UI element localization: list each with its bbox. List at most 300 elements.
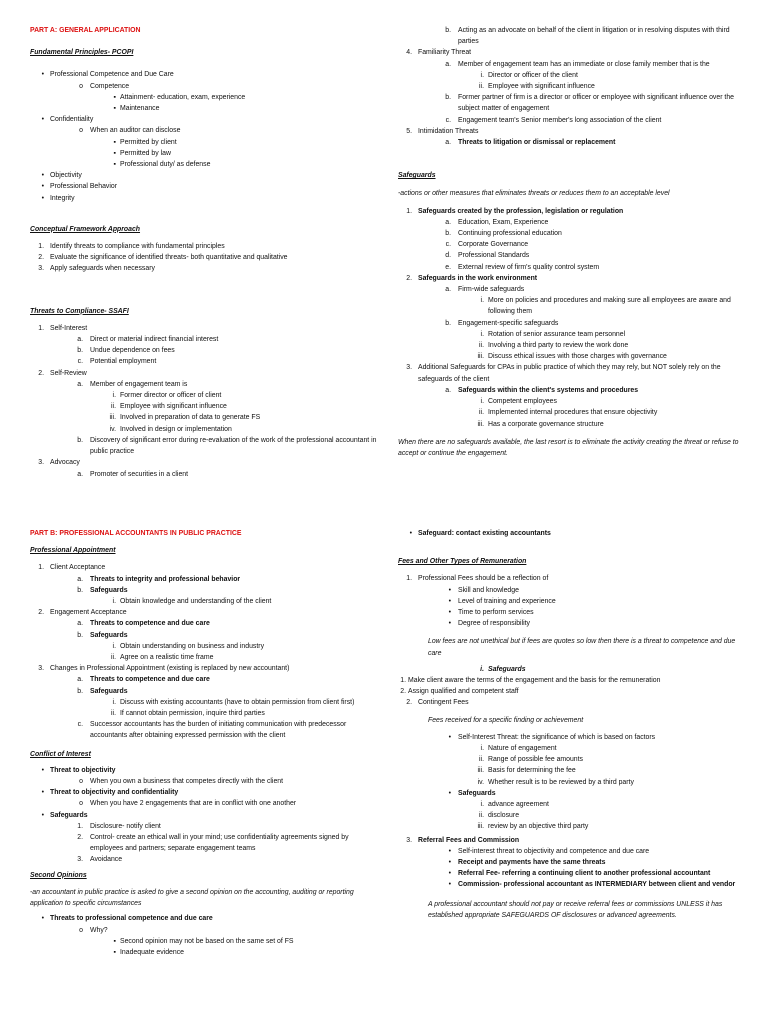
closing-note: A professional accountant should not pay or receive referral fees or commissions UNLESS it has established appropriate SAFEGUARDS OF disclosures or advanced agreements. <box>428 900 723 919</box>
list-item <box>30 618 380 629</box>
list-item-text: Make client aware the terms of the engagement and the basis for the remuneration <box>408 677 661 685</box>
list-item <box>398 217 748 228</box>
list-item-text: Skill and knowledge <box>458 586 519 594</box>
list-marker: 2. <box>38 254 44 262</box>
part-a-title: PART A: GENERAL APPLICATION <box>30 27 141 34</box>
list-item-text: Former director or officer of client <box>120 392 222 400</box>
list-item-text: Safeguard: contact existing accountants <box>418 530 551 537</box>
list-marker: c. <box>77 721 83 729</box>
list-marker: ii. <box>111 710 116 718</box>
list-marker: a. <box>445 386 451 394</box>
list-item-text: Self-interest threat to objectivity and competence and due care <box>458 847 650 855</box>
list-item-text: When you own a business that competes directly with the client <box>90 778 284 786</box>
list-item-text: Level of training and experience <box>458 597 556 605</box>
list-item <box>30 776 380 787</box>
list-item <box>30 181 380 192</box>
list-marker: • <box>409 530 412 537</box>
list-item-text: When an auditor can disclose <box>90 127 181 135</box>
list-item-text: Familiarity Threat <box>418 49 472 57</box>
list-marker: ▪ <box>113 138 116 146</box>
list-item-text: Evaluate the significance of identified threats- both quantitative and qualitative <box>50 254 288 262</box>
list-item-text: Intimidation Threats <box>418 127 479 135</box>
part-b-title: PART B: PROFESSIONAL ACCOUNTANTS IN PUBLIC PRACTICE <box>30 530 242 537</box>
list-marker: a. <box>445 218 451 226</box>
last-resort-note: When there are no safeguards available, the last resort is to eliminate the activity creating the threat or refuse to accept or continue the engagement. <box>398 438 739 457</box>
list-item-text: Threats to integrity and professional behavior <box>90 575 241 583</box>
list-item <box>30 821 380 832</box>
list-marker: • <box>448 859 451 867</box>
list-item-text: Potential employment <box>90 358 157 366</box>
list-item <box>30 562 380 573</box>
list-item <box>398 228 748 239</box>
list-marker: o <box>79 926 83 934</box>
list-item-text: Continuing professional education <box>458 230 562 238</box>
list-item <box>398 318 748 329</box>
list-item-text: Member of engagement team has an immediate or close family member that is the <box>458 60 710 68</box>
list-item <box>30 652 380 663</box>
list-item <box>398 686 748 697</box>
list-item <box>398 25 748 47</box>
list-item-text: Discuss ethical issues with those charges with governance <box>488 353 667 361</box>
list-item-text: Corporate Governance <box>458 241 529 249</box>
list-item <box>30 708 380 719</box>
list-marker: • <box>448 586 451 594</box>
list-marker: ii. <box>479 409 484 417</box>
list-item-text: Safeguards <box>458 789 496 797</box>
list-item <box>30 193 380 204</box>
page2-right-column <box>398 528 748 921</box>
list-marker: • <box>41 915 44 923</box>
list-marker: b. <box>445 94 451 102</box>
second-opinions-list <box>30 913 380 958</box>
list-item <box>398 284 748 295</box>
list-item-text: If cannot obtain permission, inquire third parties <box>120 710 265 718</box>
list-marker: a. <box>445 60 451 68</box>
list-item <box>30 607 380 618</box>
list-item-text: Client Acceptance <box>50 564 106 572</box>
list-marker: ii. <box>479 342 484 350</box>
list-marker: ii. <box>111 654 116 662</box>
list-item <box>398 70 748 81</box>
list-item-text: Nature of engagement <box>488 745 557 753</box>
list-item <box>30 798 380 809</box>
list-marker: c. <box>445 241 451 249</box>
list-item-text: Receipt and payments have the same threats <box>458 859 606 867</box>
list-marker: iv. <box>109 425 116 433</box>
list-item <box>398 846 748 857</box>
list-item <box>30 787 380 798</box>
list-item-text: Professional Behavior <box>50 183 118 191</box>
list-item <box>398 396 748 407</box>
list-item <box>30 947 380 958</box>
list-marker: i. <box>480 801 484 809</box>
list-item-text: Self-Interest Threat: the significance of which is based on factors <box>458 733 656 741</box>
list-item-text: disclosure <box>488 812 520 820</box>
list-item-text: Agree on a realistic time frame <box>120 654 214 662</box>
list-marker: 2. <box>77 834 83 842</box>
list-marker: • <box>41 194 44 202</box>
list-item-text: Successor accountants has the burden of initiating communication with predecessor accountants after obtaining expressed permission with the client <box>90 721 347 740</box>
list-item <box>398 697 748 708</box>
list-marker: • <box>41 766 44 774</box>
list-item-text: Safeguards <box>90 586 128 594</box>
list-marker: 2. <box>406 274 412 282</box>
list-item <box>30 663 380 674</box>
list-item <box>30 810 380 821</box>
list-marker: 3. <box>38 265 44 273</box>
list-item-text: When you have 2 engagements that are in conflict with one another <box>90 800 297 808</box>
fees-safeguards-label: i. Safeguards <box>480 665 526 673</box>
list-item <box>398 329 748 340</box>
conflict-heading: Conflict of Interest <box>30 750 91 758</box>
list-item <box>398 262 748 273</box>
list-item-text: Safeguards created by the profession, legislation or regulation <box>418 207 624 215</box>
list-marker: • <box>448 789 451 797</box>
list-item-text: Former partner of firm is a director or officer or employee with significant influence over the subject matter of engagement <box>458 94 734 113</box>
list-item <box>30 674 380 685</box>
list-item-text: Threat to objectivity <box>50 766 116 774</box>
referral-list <box>398 835 748 891</box>
list-item <box>398 239 748 250</box>
list-item-text: Apply safeguards when necessary <box>50 265 155 273</box>
list-item-text: Rotation of senior assurance team personnel <box>488 330 626 338</box>
list-item <box>30 401 380 412</box>
list-marker: ▪ <box>113 93 116 101</box>
list-marker: ▪ <box>113 149 116 157</box>
list-item <box>398 273 748 284</box>
list-item <box>398 810 748 821</box>
list-item <box>398 419 748 430</box>
list-item-text: Why? <box>90 926 108 934</box>
safeguards-list <box>398 206 748 430</box>
list-item <box>30 630 380 641</box>
list-item <box>30 69 380 80</box>
list-marker: a. <box>445 286 451 294</box>
list-item <box>30 832 380 854</box>
list-item-text: Safeguards within the client's systems and procedures <box>458 386 639 394</box>
list-marker: 2. <box>38 369 44 377</box>
list-item <box>398 115 748 126</box>
list-item <box>30 765 380 776</box>
list-item-text: Safeguards <box>90 631 128 639</box>
list-marker: 2. <box>400 688 406 696</box>
list-item <box>398 92 748 114</box>
list-item <box>398 879 748 890</box>
list-item <box>30 334 380 345</box>
list-item-text: Professional Standards <box>458 252 530 260</box>
list-marker: i. <box>480 398 484 406</box>
fundamental-heading: Fundamental Principles- PCOPI <box>30 49 134 57</box>
list-marker: ▪ <box>113 948 116 956</box>
second-opinions-heading: Second Opinions <box>30 871 87 879</box>
list-item <box>30 125 380 136</box>
list-item-text: Commission- professional accountant as INTERMEDIARY between client and vendor <box>458 881 736 889</box>
list-item-text: Safeguards <box>50 811 88 819</box>
list-item-text: Competence <box>90 82 130 90</box>
list-item-text: Involving a third party to review the work done <box>488 342 629 350</box>
list-marker: • <box>448 609 451 617</box>
list-marker: • <box>448 733 451 741</box>
list-item <box>30 936 380 947</box>
list-item <box>398 137 748 148</box>
list-item <box>30 697 380 708</box>
list-item-text: Member of engagement team is <box>90 380 188 388</box>
list-marker: o <box>79 127 83 135</box>
list-item <box>30 114 380 125</box>
list-item <box>30 103 380 114</box>
list-marker: b. <box>77 436 83 444</box>
page1-right-column <box>398 25 748 459</box>
list-item-text: Competent employees <box>488 398 557 406</box>
list-item-text: Professional Fees should be a reflection of <box>418 575 549 583</box>
list-item <box>30 435 380 457</box>
list-item <box>398 868 748 879</box>
threats-heading: Threats to Compliance- SSAFI <box>30 307 129 315</box>
contingent-note: Fees received for a specific finding or achievement <box>428 716 584 724</box>
list-marker: 3. <box>406 364 412 372</box>
list-item <box>30 356 380 367</box>
list-marker: iii. <box>477 420 484 428</box>
list-item-text: Professional duty/ as defense <box>120 161 211 169</box>
list-item <box>30 925 380 936</box>
list-item <box>30 424 380 435</box>
list-item-text: Threats to competence and due care <box>90 620 210 628</box>
conceptual-heading: Conceptual Framework Approach <box>30 225 141 233</box>
list-marker: iv. <box>477 778 484 786</box>
list-item <box>30 719 380 741</box>
list-marker: 3. <box>38 459 44 467</box>
list-marker: o <box>79 778 83 786</box>
list-item <box>398 618 748 629</box>
list-item <box>398 675 748 686</box>
list-marker: e. <box>445 263 451 271</box>
list-item-text: Threat to objectivity and confidentiality <box>50 789 179 797</box>
list-marker: b. <box>77 586 83 594</box>
list-item-text: Obtain understanding on business and industry <box>120 642 265 650</box>
list-item-text: Basis for determining the fee <box>488 767 576 775</box>
list-marker: iii. <box>477 353 484 361</box>
safeguards-definition: -actions or other measures that eliminates threats or reduces them to an acceptable level <box>398 190 670 198</box>
list-marker: 3. <box>38 665 44 673</box>
list-marker: • <box>448 597 451 605</box>
list-marker: a. <box>77 575 83 583</box>
list-item <box>398 821 748 832</box>
list-marker: • <box>448 881 451 889</box>
page2-left-column <box>30 528 380 958</box>
list-item <box>398 788 748 799</box>
list-item <box>30 323 380 334</box>
list-item <box>30 241 380 252</box>
list-marker: iii. <box>109 414 116 422</box>
list-item <box>398 754 748 765</box>
list-marker: a. <box>77 380 83 388</box>
list-item-text: Degree of responsibility <box>458 620 531 628</box>
fees-safeguards-list <box>398 675 748 697</box>
fees-heading: Fees and Other Types of Remuneration <box>398 558 527 566</box>
list-marker: ▪ <box>113 105 116 113</box>
list-item-text: Changes in Professional Appointment (existing is replaced by new accountant) <box>50 665 290 673</box>
list-item-text: Range of possible fee amounts <box>488 756 583 764</box>
list-marker: o <box>79 82 83 90</box>
list-item <box>30 390 380 401</box>
list-item-text: Involved in preparation of data to generate FS <box>120 414 261 422</box>
page1-left-column <box>30 25 380 480</box>
list-item-text: Discovery of significant error during re-evaluation of the work of the professional accountant in public practice <box>90 436 377 456</box>
list-item <box>398 351 748 362</box>
list-item-text: Objectivity <box>50 172 82 180</box>
list-marker: 2. <box>38 609 44 617</box>
list-item <box>398 835 748 846</box>
list-item-text: Confidentiality <box>50 116 94 124</box>
list-item <box>30 854 380 865</box>
list-marker: i. <box>480 330 484 338</box>
list-item <box>30 412 380 423</box>
contingent-list <box>398 732 748 833</box>
list-item <box>398 206 748 217</box>
list-item <box>398 407 748 418</box>
list-marker: 1. <box>77 822 83 830</box>
list-item <box>398 126 748 137</box>
conflict-list <box>30 765 380 866</box>
list-item-text: Integrity <box>50 194 75 202</box>
list-item <box>398 362 748 384</box>
list-item-text: Self-Interest <box>50 324 88 332</box>
conceptual-list <box>30 241 380 275</box>
list-marker: 1. <box>406 207 412 215</box>
list-marker: ii. <box>111 403 116 411</box>
list-item-text: Whether result is to be reviewed by a third party <box>488 778 634 786</box>
safeguards-heading: Safeguards <box>398 172 436 180</box>
list-item-text: Engagement team's Senior member's long association of the client <box>458 116 662 124</box>
list-marker: i. <box>112 642 116 650</box>
list-item-text: Employee with significant influence <box>488 83 595 91</box>
list-item-text: Involved in design or implementation <box>120 425 232 433</box>
list-item <box>398 596 748 607</box>
list-item <box>30 159 380 170</box>
list-marker: b. <box>77 687 83 695</box>
list-marker: 1. <box>38 243 44 251</box>
list-item-text: Second opinion may not be based on the same set of FS <box>120 937 294 945</box>
list-marker: ii. <box>479 83 484 91</box>
list-marker: c. <box>445 116 451 124</box>
list-item-text: Referral Fee- referring a continuing client to another professional accountant <box>458 870 711 878</box>
list-item <box>30 596 380 607</box>
list-item <box>398 47 748 58</box>
list-item-text: Avoidance <box>90 856 123 864</box>
list-item-text: Additional Safeguards for CPAs in public practice of which they may rely, but NOT solely rely on the safeguards of the client <box>418 364 721 383</box>
list-item-text: Discuss with existing accountants (have to obtain permission from client first) <box>120 698 355 706</box>
list-item <box>398 573 748 584</box>
list-item <box>398 295 748 317</box>
appointment-list <box>30 562 380 741</box>
list-marker: 1. <box>38 324 44 332</box>
list-marker: iii. <box>477 823 484 831</box>
list-marker: a. <box>77 470 83 478</box>
appointment-heading: Professional Appointment <box>30 547 116 555</box>
list-marker: iii. <box>477 767 484 775</box>
list-item <box>398 765 748 776</box>
list-marker: ii. <box>479 812 484 820</box>
list-marker: ▪ <box>113 937 116 945</box>
list-marker: d. <box>445 252 451 260</box>
list-marker: 1. <box>400 677 406 685</box>
list-item <box>398 857 748 868</box>
list-marker: i. <box>480 297 484 305</box>
list-marker: 1. <box>406 575 412 583</box>
list-item <box>30 137 380 148</box>
list-item-text: advance agreement <box>488 801 549 809</box>
list-marker: • <box>448 847 451 855</box>
list-item-text: Has a corporate governance structure <box>488 420 604 428</box>
list-item <box>30 457 380 468</box>
list-marker: a. <box>445 139 451 147</box>
list-item-text: Director or officer of the client <box>488 71 578 79</box>
list-marker: 4. <box>406 49 412 57</box>
list-item <box>30 641 380 652</box>
list-item <box>30 913 380 924</box>
list-item <box>398 607 748 618</box>
list-item <box>398 777 748 788</box>
list-marker: b. <box>445 319 451 327</box>
list-item-text: External review of firm's quality control system <box>458 263 600 271</box>
list-item-text: Advocacy <box>50 459 80 467</box>
list-marker: 1. <box>38 564 44 572</box>
list-item-text: Engagement Acceptance <box>50 609 127 617</box>
list-item-text: Attainment- education, exam, experience <box>120 93 246 101</box>
list-item <box>30 148 380 159</box>
list-item-text: Threats to professional competence and due care <box>50 915 213 923</box>
list-marker: • <box>41 811 44 819</box>
list-item <box>398 528 748 539</box>
list-item <box>398 81 748 92</box>
list-item-text: Employee with significant influence <box>120 403 227 411</box>
list-item <box>30 252 380 263</box>
list-item-text: Engagement-specific safeguards <box>458 319 559 327</box>
list-item <box>398 585 748 596</box>
list-marker: i. <box>112 698 116 706</box>
list-item-text: Safeguards in the work environment <box>418 274 538 282</box>
list-item <box>398 340 748 351</box>
list-item <box>30 574 380 585</box>
list-item-text: Self-Review <box>50 369 87 377</box>
list-marker: • <box>448 620 451 628</box>
list-marker: 3. <box>406 836 412 844</box>
list-item-text: Threats to competence and due care <box>90 676 210 684</box>
list-item-text: Permitted by client <box>120 138 177 146</box>
list-item <box>30 263 380 274</box>
list-marker: • <box>41 116 44 124</box>
list-marker: 2. <box>406 699 412 707</box>
list-item-text: Identify threats to compliance with fundamental principles <box>50 243 225 251</box>
threats-cont-list <box>398 25 748 148</box>
list-item <box>398 385 748 396</box>
list-marker: ▪ <box>113 161 116 169</box>
list-item <box>30 81 380 92</box>
list-marker: • <box>41 172 44 180</box>
list-marker: i. <box>480 71 484 79</box>
list-item-text: Education, Exam, Experience <box>458 218 549 226</box>
second-opinions-definition: -an accountant in public practice is asked to give a second opinion on the accounting, auditing or reporting application to specific circumstances <box>30 888 354 908</box>
list-item-text: Safeguards <box>90 687 128 695</box>
list-item <box>398 799 748 810</box>
contingent-item <box>398 697 748 708</box>
list-item <box>30 585 380 596</box>
fees-list <box>398 573 748 629</box>
list-item <box>30 379 380 390</box>
list-marker: • <box>41 789 44 797</box>
list-marker: a. <box>77 620 83 628</box>
list-marker: i. <box>112 392 116 400</box>
